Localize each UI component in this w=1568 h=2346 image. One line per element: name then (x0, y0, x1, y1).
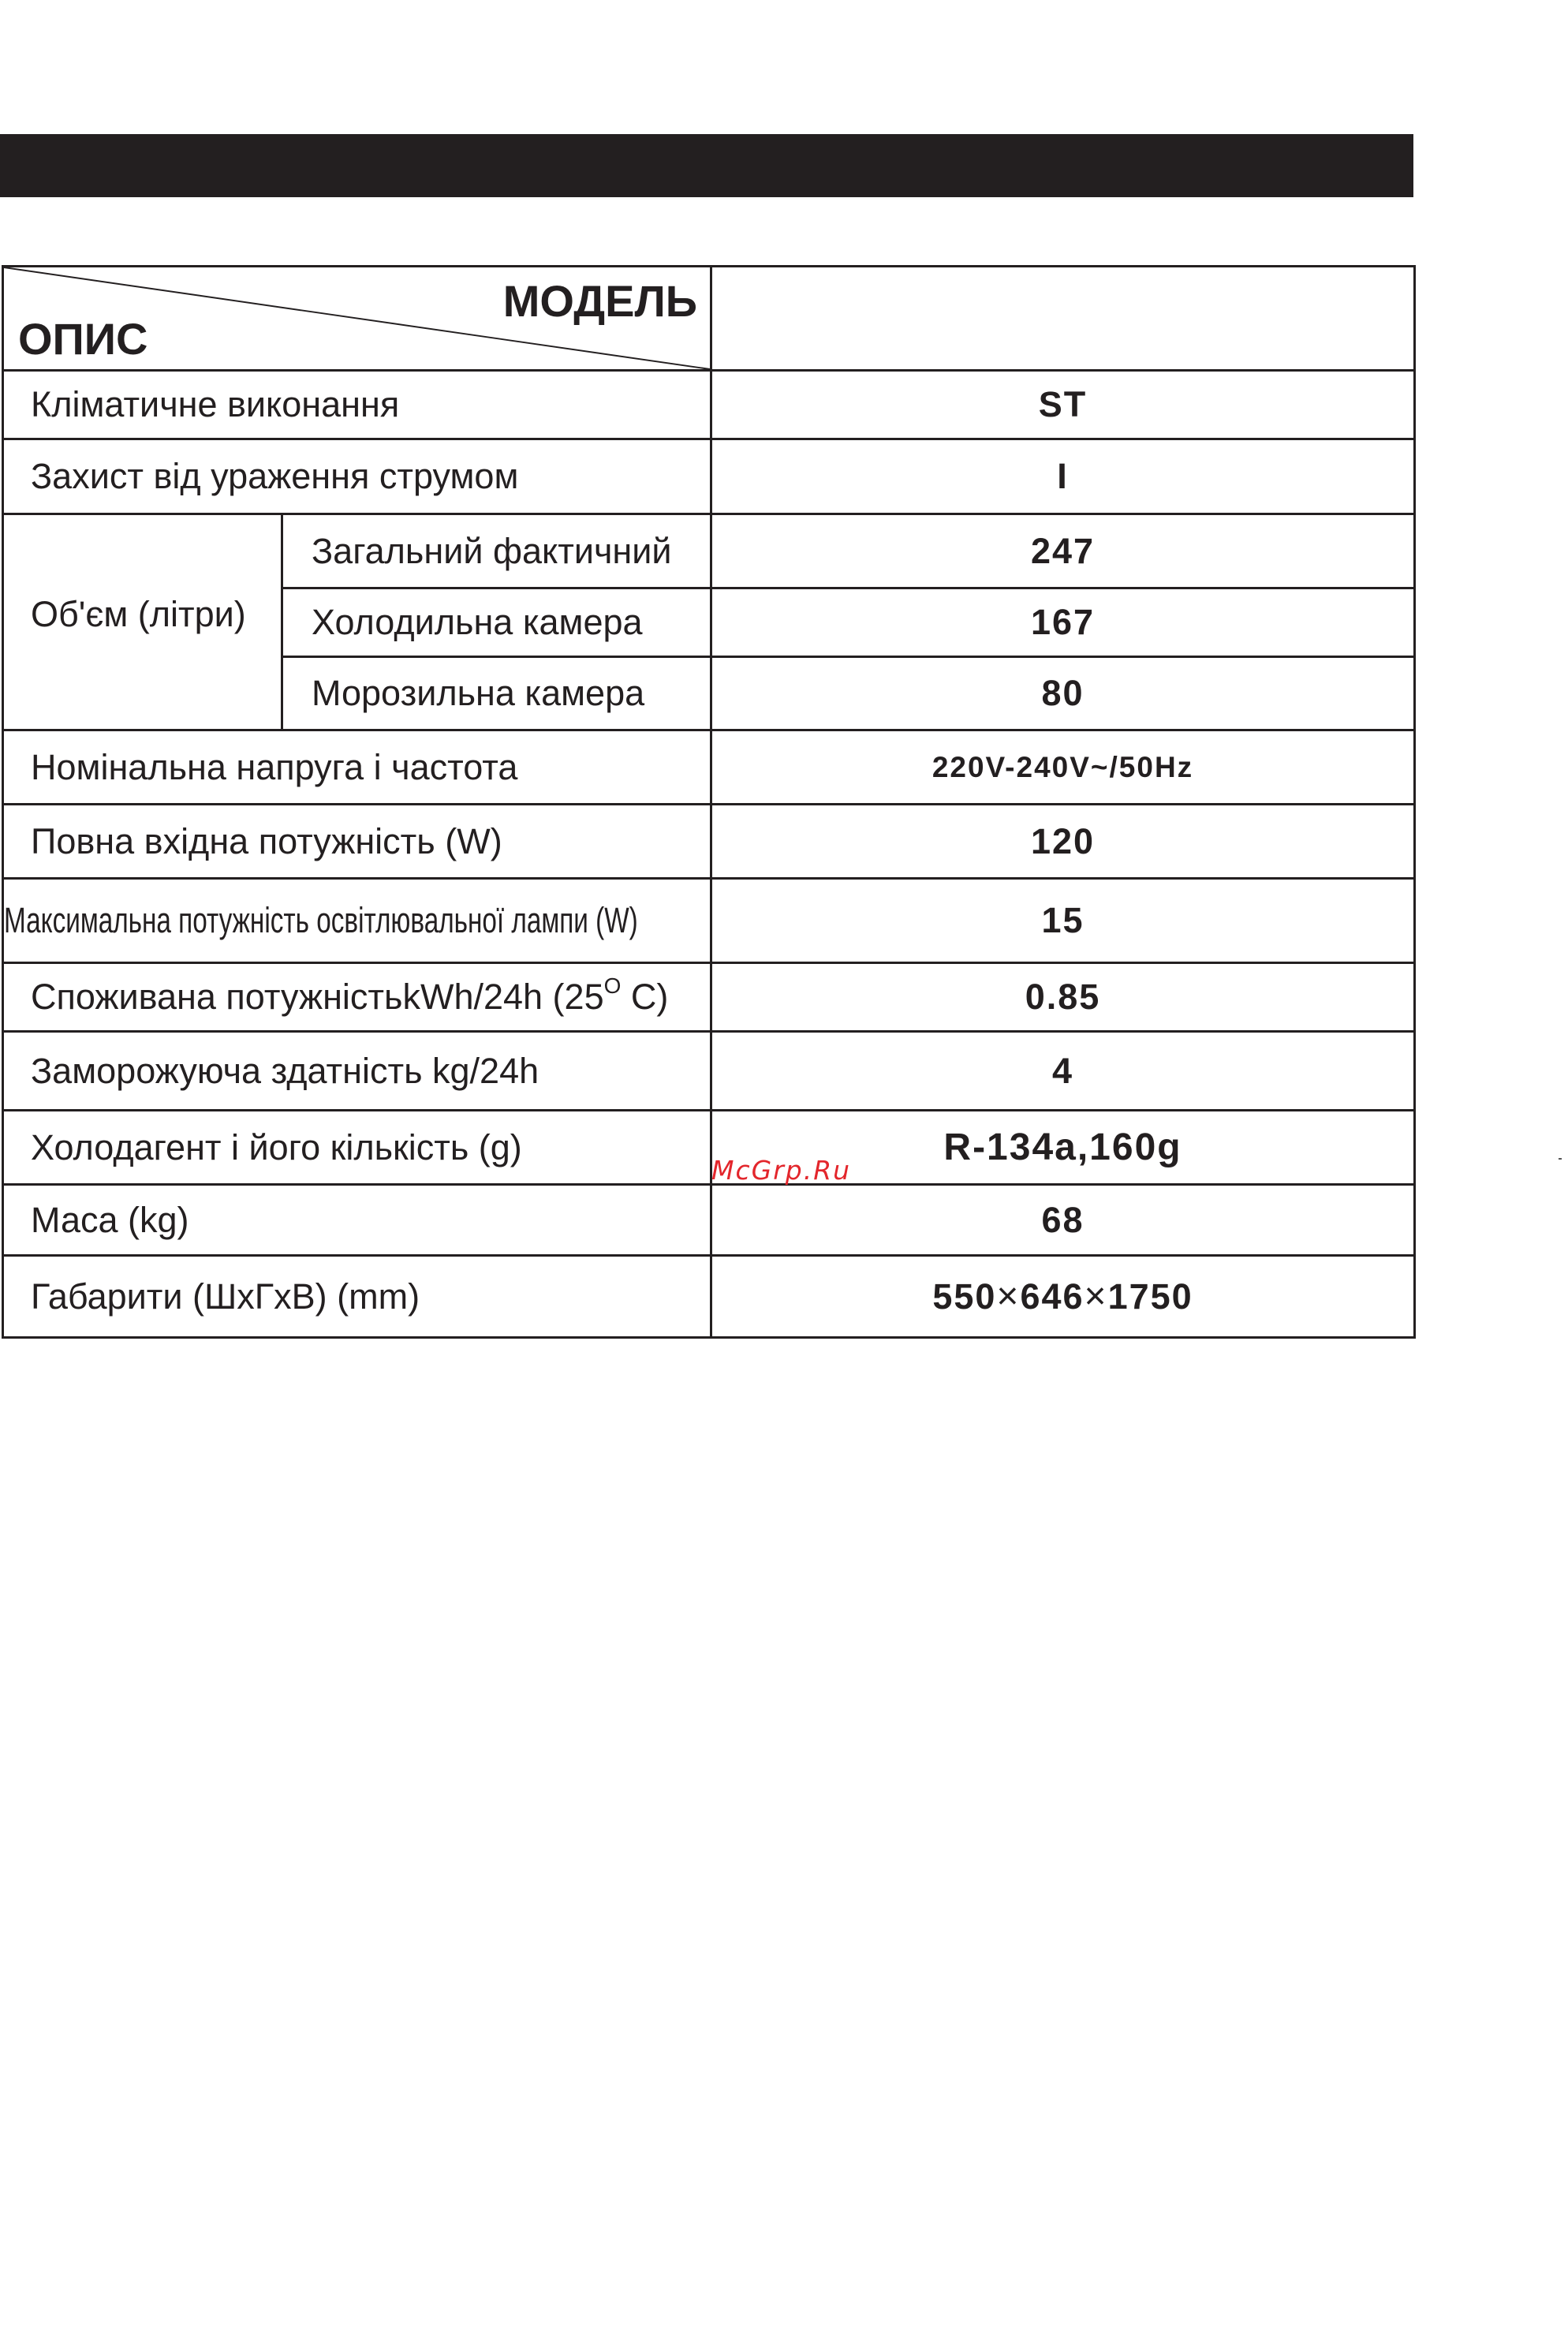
header-diagonal-cell (3, 267, 711, 371)
header-bar (0, 134, 1413, 197)
volume-total-label: Загальний фактичний (312, 530, 672, 571)
dimensions-value (711, 1256, 1415, 1338)
volume-label: Об'єм (літри) (31, 593, 246, 634)
volume-total-value: 247 (711, 514, 1415, 588)
times-sign: × (996, 1276, 1021, 1317)
volume-freezer-value: 80 (711, 657, 1415, 730)
row-label-cell (3, 1256, 711, 1338)
table-row (3, 371, 1415, 439)
times-sign: × (1084, 1276, 1108, 1317)
mass-label: Маса (kg) (31, 1199, 189, 1240)
description-header-label: ОПИС (18, 314, 148, 364)
shock-protection-label: Захист від ураження струмом (31, 456, 519, 496)
row-label-cell (3, 371, 711, 439)
table-row (3, 805, 1415, 879)
model-header-label: МОДЕЛЬ (502, 276, 697, 326)
table-row (3, 1185, 1415, 1256)
voltage-value: 220V-240V~/50Hz (711, 730, 1415, 805)
dimensions-label: Габарити (ШхГхВ) (mm) (31, 1276, 420, 1317)
voltage-label: Номінальна напруга і частота (31, 746, 518, 787)
climate-value: ST (711, 371, 1415, 439)
volume-fridge-value: 167 (711, 588, 1415, 657)
table-row (3, 879, 1415, 963)
refrigerant-value: R-134a,160g (711, 1111, 1415, 1185)
row-label-cell (3, 1032, 711, 1111)
consumption-label (4, 973, 669, 1017)
consumption-value: 0.85 (711, 963, 1415, 1032)
table-row (3, 1111, 1415, 1185)
shock-protection-value: I (711, 439, 1415, 514)
lamp-power-value: 15 (711, 879, 1415, 963)
table-header-row (3, 267, 1415, 371)
table-row (3, 439, 1415, 514)
model-value-cell (711, 267, 1415, 371)
table-row (3, 1032, 1415, 1111)
input-power-value: 120 (711, 805, 1415, 879)
table-row (3, 1256, 1415, 1338)
input-power-label: Повна вхідна потужність (W) (31, 820, 502, 861)
volume-fridge-label: Холодильна камера (312, 602, 643, 642)
row-label-cell (282, 588, 711, 657)
spec-table (2, 265, 1416, 1339)
climate-label: Кліматичне виконання (31, 384, 400, 424)
degree-superscript: O (603, 973, 622, 998)
row-label-cell (3, 730, 711, 805)
volume-freezer-label: Морозильна камера (312, 673, 645, 713)
refrigerant-label: Холодагент і його кількість (g) (31, 1126, 522, 1167)
row-label-cell (282, 514, 711, 588)
table-row (3, 514, 1415, 588)
watermark-text: McGrp.Ru (711, 1155, 852, 1186)
row-label-cell (282, 657, 711, 730)
volume-group-cell (3, 514, 282, 730)
table-row (3, 963, 1415, 1032)
row-label-cell (3, 439, 711, 514)
table-row (3, 730, 1415, 805)
row-label-cell (3, 1111, 711, 1185)
freezing-value: 4 (711, 1032, 1415, 1111)
edge-mark (1559, 1158, 1562, 1160)
row-label-cell (3, 1185, 711, 1256)
row-label-cell (3, 805, 711, 879)
dimension-height: 1750 (1107, 1276, 1193, 1317)
dimension-depth: 646 (1020, 1276, 1085, 1317)
consumption-label-main: Споживана потужністьkWh/24h (25 (31, 977, 604, 1017)
mass-value: 68 (711, 1185, 1415, 1256)
dimension-width: 550 (932, 1276, 997, 1317)
consumption-label-end: C) (621, 977, 669, 1017)
row-label-cell (3, 879, 711, 963)
lamp-power-label: Максимальна потужність освітлювальної лампи (W) (4, 900, 638, 940)
freezing-label: Заморожуюча здатність kg/24h (31, 1050, 539, 1091)
row-label-cell (3, 963, 711, 1032)
